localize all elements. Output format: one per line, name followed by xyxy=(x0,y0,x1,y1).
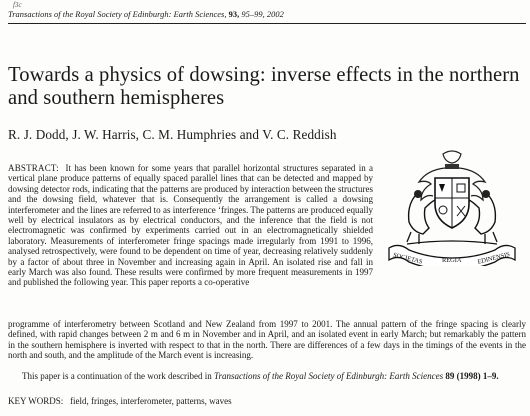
continuation-ref: 89 (1998) 1–9. xyxy=(445,371,499,381)
continuation-journal: Transactions of the Royal Society of Edinburgh: Earth Sciences xyxy=(213,371,444,381)
journal-pages-year: 95–99, 2002 xyxy=(241,10,284,19)
journal-name: Transactions of the Royal Society of Edinburgh: Earth Sciences, xyxy=(8,10,227,19)
seal-motto-right: EDINENSIS xyxy=(476,250,511,266)
abstract-paragraph xyxy=(8,163,373,288)
journal-citation xyxy=(8,10,284,19)
keywords-line xyxy=(8,396,232,406)
keywords-list: field, fringes, interferometer, patterns, waves xyxy=(70,396,232,406)
handwritten-mark: f3c xyxy=(13,1,22,9)
header-rule xyxy=(8,23,526,24)
seal-motto-left: SOCIETAS xyxy=(392,251,424,266)
continuation-text: This paper is a continuation of the work described in xyxy=(22,371,212,381)
journal-volume: 93, xyxy=(228,10,240,19)
article-authors: R. J. Dodd, J. W. Harris, C. M. Humphries and V. C. Reddish xyxy=(8,127,337,142)
article-title: Towards a physics of dowsing: inverse effects in the northern and southern hemispheres xyxy=(8,64,520,109)
abstract-text-narrow: It has been known for some years that parallel horizontal structures separated in a vertical plane produce patterns of equally spaced parallel lines that can be detected and mapped by dowsing detector rods, indicating that the patterns are produced by interaction between the structures and the dowsing field, whatever that is. Consequently the arrangement is called a dowsing interferometer and the lines are referred to as interference ‘fringes. The patterns are produced equally well by electrical insulators as by electrical conductors, and the inference that the field is not electromagnetic was confirmed by experiments carried out in an electromagnetically shielded laboratory. Measurements of interferometer fringe spacings made irregularly from 1991 to 1996, analysed retrospectively, were found to be dependent on time of year, decreasing relatively suddenly by a factor of about three in November and increasing again in April. An isolated rise and fall in early March was also found. These results were confirmed by more frequent measurements in 1997 and published the following year. This paper reports a co-operative xyxy=(8,163,373,288)
seal-motto-mid: REGIA xyxy=(442,257,462,264)
keywords-label: KEY WORDS: xyxy=(8,396,64,406)
royal-society-seal-icon xyxy=(385,148,519,266)
abstract-label: ABSTRACT: xyxy=(8,163,59,173)
abstract-text-full: programme of interferometry between Scotland and New Zealand from 1997 to 2001. The annual pattern of the fringe spacing is clearly defined, with rapid changes between 2 m and 6 m in November and in April, and an isolated event in early March; but remarkably the pattern in the southern hemisphere is inverted with respect to that in the north. There are differences of a few days in the timings of the events in the north and south, and the amplitude of the March event is increasing. xyxy=(8,319,526,361)
continuation-paragraph xyxy=(8,371,526,381)
